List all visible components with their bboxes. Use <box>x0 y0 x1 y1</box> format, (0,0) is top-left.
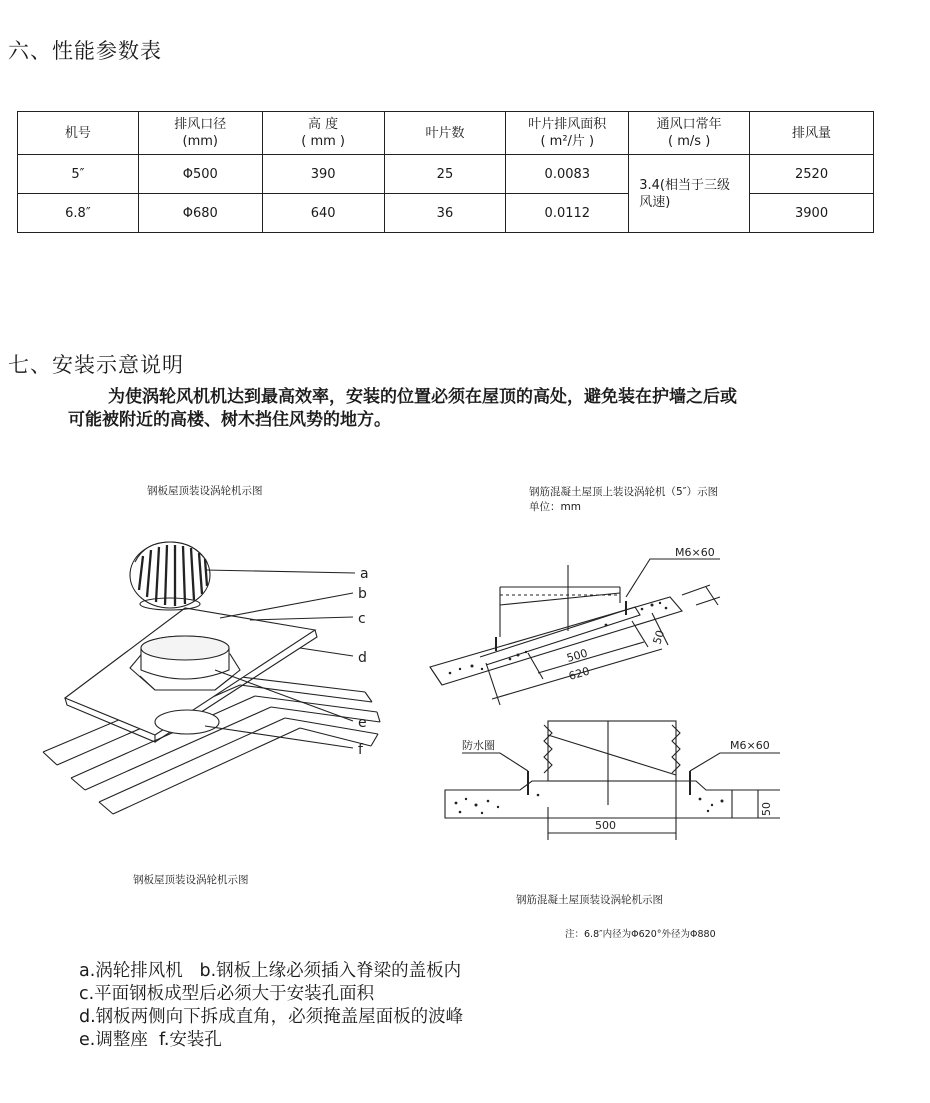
bolt-label-top: M6×60 <box>675 546 715 559</box>
cell-diameter: Φ500 <box>138 155 262 194</box>
concrete-roof-sloped-illustration <box>420 545 730 715</box>
table-row <box>18 155 874 194</box>
intro-paragraph-line1: 为使涡轮风机机达到最高效率，安装的位置必须在屋顶的高处，避免装在护墙之后或 <box>108 387 737 407</box>
legend-line-4: e.调整座 f.安装孔 <box>79 1030 222 1050</box>
cell-height: 640 <box>262 194 384 233</box>
label-e: e <box>358 715 367 731</box>
left-figure-caption-top: 钢板屋顶装设涡轮机示图 <box>147 485 263 497</box>
cell-area: 0.0083 <box>506 155 629 194</box>
cell-area: 0.0112 <box>506 194 629 233</box>
header-cell: 通风口常年 ( m/s ) <box>629 112 750 155</box>
cell-blades: 36 <box>384 194 506 233</box>
header-cell: 排风量 <box>750 112 874 155</box>
size-note: 注：6.8″内径为Φ620°外径为Φ880 <box>565 929 716 940</box>
left-figure-caption-bottom: 钢板屋顶装设涡轮机示图 <box>133 874 249 886</box>
unit-label: 单位：mm <box>529 501 581 513</box>
label-f: f <box>358 742 363 758</box>
cell-diameter: Φ680 <box>138 194 262 233</box>
dim-620: 620 <box>567 664 592 683</box>
header-cell: 叶片数 <box>384 112 506 155</box>
label-c: c <box>358 611 366 627</box>
label-a: a <box>360 566 369 582</box>
dim-50-top: 50 <box>650 628 668 646</box>
header-cell: 机号 <box>18 112 139 155</box>
label-b: b <box>358 586 367 602</box>
section-6-title: 六、性能参数表 <box>8 39 162 63</box>
concrete-roof-flat-illustration <box>440 715 780 840</box>
legend-line-3: d.钢板两侧向下拆成直角，必须掩盖屋面板的波峰 <box>79 1007 464 1027</box>
dim-500-bottom: 500 <box>595 819 616 832</box>
cell-model: 6.8″ <box>18 194 139 233</box>
legend-line-1: a.涡轮排风机 b.钢板上缘必须插入脊梁的盖板内 <box>79 961 462 981</box>
cell-height: 390 <box>262 155 384 194</box>
header-cell: 高 度 ( mm ) <box>262 112 384 155</box>
header-cell: 排风口径 (mm) <box>138 112 262 155</box>
right-figure-caption-top: 钢筋混凝土屋顶上装设涡轮机（5″）示图 <box>529 486 719 498</box>
cell-wind-speed: 3.4(相当于三级 风速) <box>629 155 750 233</box>
table-header-row <box>18 112 874 155</box>
dim-50-bottom: 50 <box>760 802 773 816</box>
waterproof-ring-label: 防水圈 <box>462 739 495 752</box>
cell-volume: 2520 <box>750 155 874 194</box>
dim-500-top: 500 <box>565 646 590 665</box>
performance-table <box>17 111 874 233</box>
bolt-label-bottom: M6×60 <box>730 739 770 752</box>
cell-blades: 25 <box>384 155 506 194</box>
steel-roof-illustration <box>35 520 395 830</box>
cell-model: 5″ <box>18 155 139 194</box>
section-7-title: 七、安装示意说明 <box>8 353 184 377</box>
label-d: d <box>358 650 367 666</box>
right-figure-caption-bottom: 钢筋混凝土屋顶装设涡轮机示图 <box>516 894 663 906</box>
header-cell: 叶片排风面积 ( m²/片 ) <box>506 112 629 155</box>
cell-volume: 3900 <box>750 194 874 233</box>
intro-paragraph-line2: 可能被附近的高楼、树木挡住风势的地方。 <box>68 410 391 430</box>
legend-line-2: c.平面钢板成型后必须大于安装孔面积 <box>79 984 375 1004</box>
